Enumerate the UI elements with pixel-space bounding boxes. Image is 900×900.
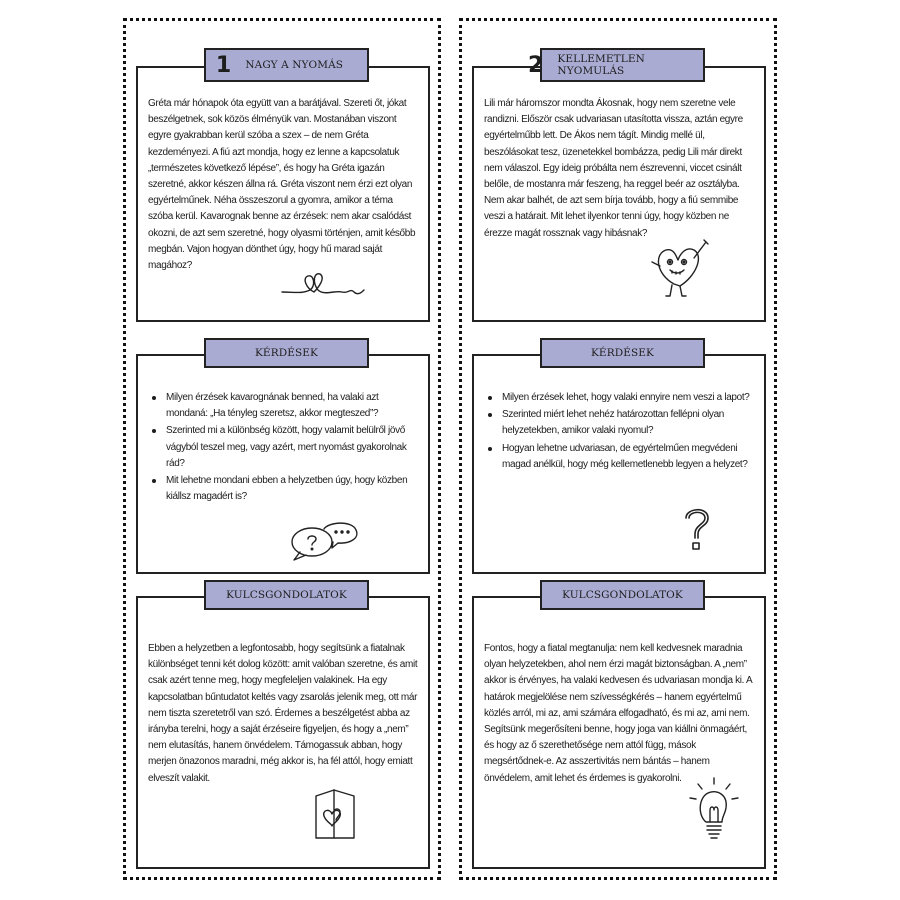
thoughts-card-2 — [472, 589, 766, 869]
question-item: Hogyan lehetne udvariasan, de egyértelműen megvédeni magad anélkül, hogy még kellemetlenebb legyen a helyzet? — [484, 441, 754, 473]
questions-list — [148, 390, 418, 506]
story-banner-1 — [204, 48, 369, 82]
story-title: NAGY A NYOMÁS — [245, 59, 344, 71]
left-card-column — [123, 18, 441, 880]
story-card-2 — [472, 52, 766, 322]
thoughts-text: Ebben a helyzetben a legfontosabb, hogy segítsünk a fiatalnak különbséget tenni két dolog között: amit valóban szeretne, és amit csak azért tenne meg, hogy megfeleljen valakinek. Ha egy kapcsolatban bűntudatot keltés vagy zsarolás jelenik meg, ott már nem tiszta szeretetről van szó. Érdemes a beszélgetést abba az irányba terelni, hogy a saját érzéseire figyeljen, és hogy a „nem” nem elutasítás, hanem önvédelem. Támogassuk abban, hogy merjen önazonos maradni, még akkor is, ha fél attól, hogy emiatt elveszít valakit. — [148, 643, 418, 784]
questions-title: KÉRDÉSEK — [254, 347, 318, 359]
story-number: 2 — [528, 52, 544, 78]
thoughts-title: KULCSGONDOLATOK — [226, 589, 347, 601]
thoughts-card-1 — [136, 589, 430, 869]
questions-banner-2 — [540, 338, 705, 368]
questions-card-1 — [136, 347, 430, 574]
thoughts-banner-2 — [540, 580, 705, 610]
questions-list — [484, 390, 754, 474]
story-banner-2 — [528, 48, 705, 82]
thoughts-banner-1 — [204, 580, 369, 610]
questions-title: KÉRDÉSEK — [590, 347, 654, 359]
question-item: Milyen érzések lehet, hogy valaki ennyire nem veszi a lapot? — [484, 390, 754, 406]
story-text: Gréta már hónapok óta együtt van a barátjával. Szereti őt, jókat beszélgetnek, sok közös élményük van. Mostanában viszont egyre gyakrabban kerül szóba a szex – de nem Gréta kezdeményezi. A fiú azt mondja, hogy ez lenne a kapcsolatuk „természetes következő lépése”, és hogy ha Gréta igazán szeretné, akkor készen állna rá. Gréta viszont nem érzi ezt olyan egyértelműnek. Néha összeszorul a gyomra, amikor a téma szóba kerül. Kavarognak benne az érzések: nem akar csalódást okozni, de azt sem szeretné, hogy olyasmi történjen, amit később megbán. Vajon hogyan dönthet úgy, hogy hű marad saját magához? — [148, 98, 416, 271]
question-item: Szerinted miért lehet nehéz határozottan fellépni olyan helyzetekben, amikor valaki nyomul? — [484, 407, 754, 439]
question-item: Mit lehetne mondani ebben a helyzetben úgy, hogy közben kiállsz magadért is? — [148, 473, 418, 505]
question-mark-icon — [678, 504, 716, 552]
thoughts-title: KULCSGONDOLATOK — [562, 589, 683, 601]
lightbulb-icon — [686, 776, 742, 842]
question-item: Szerinted mi a különbség között, hogy valamit belülről jövő vágyból teszel meg, vagy azért, mert nyomást gyakorolnak rád? — [148, 423, 418, 472]
questions-banner-1 — [204, 338, 369, 368]
heart-line-icon — [280, 268, 366, 298]
heart-character-icon — [646, 238, 716, 300]
heart-card-icon — [312, 786, 358, 842]
speech-bubbles-icon — [286, 518, 362, 562]
questions-card-2 — [472, 347, 766, 574]
right-card-column — [459, 18, 777, 880]
question-item: Milyen érzések kavarognának benned, ha valaki azt mondaná: „Ha tényleg szeretsz, akkor megteszed”? — [148, 390, 418, 422]
story-text: Lili már háromszor mondta Ákosnak, hogy nem szeretne vele randizni. Először csak udvariasan utasította vissza, aztán egyre egyértelműbb lett. De Ákos nem tágít. Mindig mellé ül, beszólásokat tesz, üzenetekkel bombázza, pedig Lili már direkt nem válaszol. Egy ideig próbálta nem észrevenni, viccet csinált belőle, de mostanra már feszeng, ha reggel beér az osztályba. Nem akar balhét, de azt sem bírja tovább, hogy a fiú semmibe veszi a határait. Mit lehet ilyenkor tenni úgy, hogy közben ne érezze magát rossznak vagy hibásnak? — [484, 98, 743, 239]
thoughts-text: Fontos, hogy a fiatal megtanulja: nem kell kedvesnek maradnia olyan helyzetekben, ahol nem érzi magát biztonságban. A „nem” akkor is érvényes, ha valaki kedvesen és udvariasan mondja ki. A határok megjelölése nem szívességkérés – hanem egyértelmű közlés arról, mi az, ami számára elfogadható, és mi az, ami nem. Segítsünk megerősíteni benne, hogy joga van kiállni önmagáért, és hogy az ő szerethetősége nem attól függ, mások megsértődnek-e. Az asszertivitás nem bántás – hanem önvédelem, amit lehet és érdemes is gyakorolni. — [484, 643, 752, 784]
story-title: KELLEMETLEN NYOMULÁS — [557, 53, 645, 77]
story-card-1 — [136, 52, 430, 322]
story-number: 1 — [215, 52, 232, 78]
